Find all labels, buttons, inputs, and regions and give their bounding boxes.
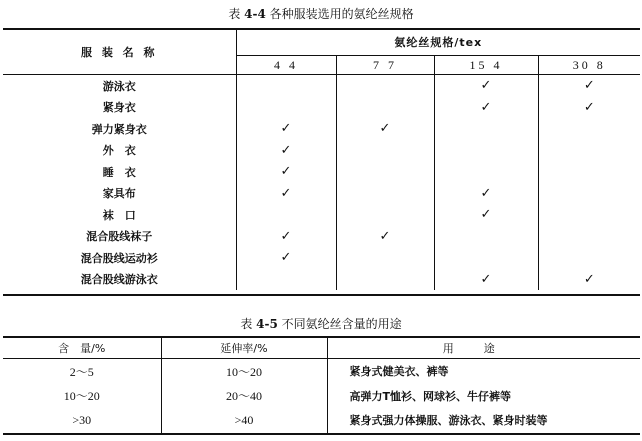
- spec-cell: [336, 269, 434, 291]
- caption-text: 不同氨纶丝含量的用途: [281, 317, 402, 331]
- table-header-row: [3, 337, 640, 359]
- spec-cell: [538, 183, 640, 205]
- spec-cell: [236, 204, 336, 226]
- check-mark-icon: ✓: [379, 121, 391, 137]
- garment-name-cell: 紧身衣: [102, 101, 136, 115]
- col-header-elongation: 延伸率/%: [161, 337, 327, 359]
- check-mark-icon: ✓: [379, 228, 391, 244]
- check-mark-icon: ✓: [280, 250, 292, 266]
- check-mark-icon: ✓: [280, 185, 292, 201]
- spec-cell: [434, 97, 538, 119]
- col-header-44: 4 4: [236, 56, 336, 75]
- spec-cell: [538, 204, 640, 226]
- col-header-77: 7 7: [336, 56, 434, 75]
- table-row: [3, 269, 640, 291]
- spec-cell: [236, 161, 336, 183]
- spec-cell: [538, 247, 640, 269]
- spec-cell: [538, 75, 640, 97]
- spec-cell: [236, 183, 336, 205]
- table-row: [3, 118, 640, 140]
- table-row: [3, 140, 640, 162]
- spec-cell: [538, 161, 640, 183]
- col-header-154: 15 4: [434, 56, 538, 75]
- check-mark-icon: ✓: [280, 121, 292, 137]
- table-4-5-body: [3, 359, 640, 433]
- spec-cell: [236, 226, 336, 248]
- garment-name-cell: 家具布: [102, 187, 136, 201]
- check-mark-icon: ✓: [280, 164, 292, 180]
- col-header-308: 30 8: [538, 56, 640, 75]
- table-row: [3, 408, 640, 433]
- spec-cell: [434, 204, 538, 226]
- elongation-cell: >40: [161, 408, 327, 433]
- table-row: [3, 97, 640, 119]
- spec-cell: [336, 97, 434, 119]
- garment-name-cell: 睡 衣: [102, 165, 136, 179]
- elongation-cell: 20～40: [161, 384, 327, 409]
- spec-cell: [336, 247, 434, 269]
- col-header-use: 用途: [327, 337, 640, 359]
- caption-number: 4-4: [244, 7, 266, 21]
- spec-cell: [336, 204, 434, 226]
- table-row: [3, 204, 640, 226]
- spec-cell: [434, 161, 538, 183]
- garment-name-cell: 混合股线袜子: [86, 230, 153, 244]
- use-cell: 紧身式强力体操服、游泳衣、紧身时装等: [327, 408, 640, 433]
- table-4-5-caption: [0, 316, 642, 332]
- spec-cell: [434, 75, 538, 97]
- spec-cell: [538, 140, 640, 162]
- spec-cell: [434, 226, 538, 248]
- garment-name-cell: 混合股线游泳衣: [80, 273, 158, 287]
- col-header-spec-group: 氨纶丝规格/tex: [236, 29, 640, 56]
- spec-cell: [336, 118, 434, 140]
- table-row: [3, 183, 640, 205]
- table-row: [3, 384, 640, 409]
- check-mark-icon: ✓: [480, 78, 492, 94]
- garment-name-cell: 弹力紧身衣: [91, 122, 147, 136]
- caption-prefix: 表: [240, 317, 253, 331]
- caption-prefix: 表: [228, 7, 241, 21]
- spec-cell: [538, 97, 640, 119]
- spec-cell: [336, 226, 434, 248]
- check-mark-icon: ✓: [280, 228, 292, 244]
- table-4-4-caption: [0, 6, 642, 22]
- spec-cell: [236, 97, 336, 119]
- table-4-4-body: [3, 75, 640, 291]
- content-cell: 2～5: [69, 364, 94, 379]
- table-row: [3, 161, 640, 183]
- spec-cell: [434, 118, 538, 140]
- check-mark-icon: ✓: [280, 142, 292, 158]
- table-4-4: [3, 29, 640, 290]
- col-header-content: 含 量/%: [3, 337, 161, 359]
- table-4-4-bottom-rule: [3, 294, 640, 296]
- spec-cell: [538, 269, 640, 291]
- spec-cell: [236, 118, 336, 140]
- spec-cell: [538, 118, 640, 140]
- caption-number: 4-5: [256, 317, 278, 331]
- col-header-garment: 服 装 名 称: [3, 29, 236, 75]
- table-row: [3, 247, 640, 269]
- spec-cell: [336, 140, 434, 162]
- use-cell: 高弹力T恤衫、网球衫、牛仔裤等: [327, 384, 640, 409]
- garment-name-cell: 袜 口: [102, 208, 136, 222]
- spec-cell: [236, 140, 336, 162]
- content-cell: >30: [72, 412, 92, 427]
- table-4-5: [3, 337, 640, 433]
- garment-name-cell: 外 衣: [102, 144, 136, 158]
- table-row: [3, 359, 640, 384]
- spec-cell: [236, 75, 336, 97]
- caption-text: 各种服装选用的氨纶丝规格: [269, 7, 414, 21]
- spec-cell: [434, 140, 538, 162]
- spec-cell: [434, 269, 538, 291]
- check-mark-icon: ✓: [583, 78, 595, 94]
- check-mark-icon: ✓: [583, 99, 595, 115]
- spec-cell: [538, 226, 640, 248]
- table-row: [3, 226, 640, 248]
- check-mark-icon: ✓: [583, 271, 595, 287]
- table-4-5-bottom-rule: [3, 433, 640, 435]
- use-cell: 紧身式健美衣、裤等: [327, 359, 640, 384]
- check-mark-icon: ✓: [480, 185, 492, 201]
- spec-cell: [336, 161, 434, 183]
- garment-name-cell: 混合股线运动衫: [80, 251, 158, 265]
- elongation-cell: 10～20: [161, 359, 327, 384]
- table-header-row: [3, 29, 640, 56]
- check-mark-icon: ✓: [480, 99, 492, 115]
- check-mark-icon: ✓: [480, 271, 492, 287]
- garment-name-cell: 游泳衣: [102, 79, 136, 93]
- content-cell: 10～20: [63, 389, 100, 404]
- spec-cell: [336, 183, 434, 205]
- spec-cell: [336, 75, 434, 97]
- spec-cell: [236, 247, 336, 269]
- check-mark-icon: ✓: [480, 207, 492, 223]
- spec-cell: [434, 183, 538, 205]
- table-row: [3, 75, 640, 97]
- spec-cell: [434, 247, 538, 269]
- spec-cell: [236, 269, 336, 291]
